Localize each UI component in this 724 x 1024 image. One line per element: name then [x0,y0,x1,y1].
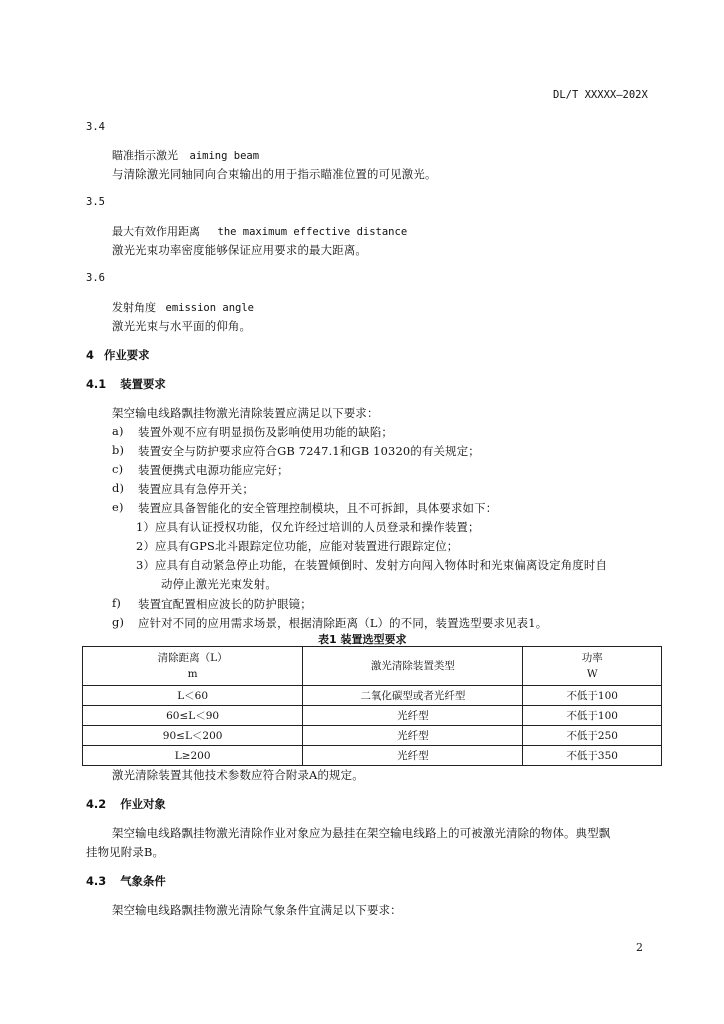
term-emission-angle [112,299,254,315]
list-item [112,462,289,477]
table-row [83,706,662,726]
section-heading-4-1 [86,376,166,392]
header-type: 激光清除装置类型 [303,647,523,686]
table-cell: 光纤型 [303,746,523,766]
header-power [523,647,662,686]
table-row [83,726,662,746]
section-title: 装置要求 [120,377,166,391]
table-header-row [83,647,662,686]
section-number: 4.2 [86,797,107,811]
paragraph-4-2-line2: 挂物见附录B。 [86,845,165,859]
list-text: 装置安全与防护要求应符合GB 7247.1和GB 10320的有关规定； [138,444,480,458]
clause-number-3-6: 3.6 [86,272,105,284]
term-aiming-beam [112,147,259,163]
list-marker: b) [112,443,125,457]
sub-list-item: 1）应具有认证授权功能，仅允许经过培训的人员登录和操作装置； [136,520,480,534]
header-distance [83,647,303,686]
definition-3-5: 激光光束功率密度能够保证应用要求的最大距离。 [112,243,367,257]
list-marker: g) [112,615,125,629]
sub-list-item-continuation: 动停止激光光束发射。 [161,577,277,591]
list-item [112,424,393,439]
table-cell: 不低于350 [523,746,662,766]
standard-code-header: DL/T XXXXX—202X [553,89,648,101]
chapter-number: 4 [86,348,94,362]
term-en: emission angle [165,302,255,314]
section-title: 气象条件 [120,874,166,888]
table-cell: 光纤型 [303,706,523,726]
term-en: aiming beam [189,150,260,162]
table-cell: 不低于250 [523,726,662,746]
table-cell: 二氧化碳型或者光纤型 [303,686,523,706]
paragraph-4-2-line1: 架空输电线路飘挂物激光清除作业对象应为悬挂在架空输电线路上的可被激光清除的物体。典型飘 [112,826,611,840]
table-cell: 不低于100 [523,686,662,706]
section-heading-4-3 [86,873,166,889]
header-unit: W [586,668,598,680]
list-item [112,596,312,611]
section-number: 4.3 [86,874,107,888]
list-text: 装置应具备智能化的安全管理控制模块，且不可拆卸，具体要求如下： [138,501,498,515]
clause-number-3-5: 3.5 [86,196,105,208]
sub-list-item: 3）应具有自动紧急停止功能，在装置倾倒时、发射方向闯入物体时和光束偏离设定角度时自 [136,558,608,572]
list-marker: c) [112,462,124,476]
term-cn: 发射角度 [112,301,156,314]
chapter-title: 作业要求 [103,348,150,362]
term-en: the maximum effective distance [217,226,408,238]
list-marker: a) [112,424,124,438]
list-item [112,615,548,630]
table-row [83,686,662,706]
paragraph-4-3-line1: 架空输电线路飘挂物激光清除气象条件宜满足以下要求： [112,903,402,917]
table-cell: 不低于100 [523,706,662,726]
list-marker: d) [112,481,125,495]
section-number: 4.1 [86,377,107,391]
list-text: 装置外观不应有明显损伤及影响使用功能的缺陷； [138,425,393,439]
list-text: 应针对不同的应用需求场景，根据清除距离（L）的不同，装置选型要求见表1。 [138,616,548,630]
table-caption: 表1 装置选型要求 [318,633,407,646]
header-text: 清除距离（L） [157,652,228,664]
term-max-effective-distance [112,223,407,239]
sub-list-item: 2）应具有GPS北斗跟踪定位功能，应能对装置进行跟踪定位； [136,539,459,553]
table-cell: L≥200 [83,746,303,766]
section-heading-4-2 [86,796,166,812]
definition-3-6: 激光光束与水平面的仰角。 [112,319,252,333]
clause-number-3-4: 3.4 [86,121,105,133]
table-row [83,746,662,766]
list-text: 装置宜配置相应波长的防护眼镜； [138,597,312,611]
equipment-selection-table [82,646,662,766]
list-marker: f) [112,596,122,610]
paragraph-4-1-intro: 架空输电线路飘挂物激光清除装置应满足以下要求： [112,406,379,420]
list-item [112,500,498,515]
definition-3-4: 与清除激光同轴同向合束输出的用于指示瞄准位置的可见激光。 [112,167,437,181]
header-unit: m [187,668,198,680]
list-item [112,481,254,496]
list-marker: e) [112,500,124,514]
chapter-heading-4 [86,347,150,363]
table-cell: 光纤型 [303,726,523,746]
list-text: 装置应具有急停开关； [138,482,254,496]
header-text: 功率 [581,652,603,664]
term-cn: 最大有效作用距离 [112,225,200,238]
section-title: 作业对象 [120,797,166,811]
table-cell: L＜60 [83,686,303,706]
page-number: 2 [636,941,643,954]
list-item [112,443,480,458]
list-text: 装置便携式电源功能应完好； [138,463,289,477]
paragraph-after-table: 激光清除装置其他技术参数应符合附录A的规定。 [112,768,364,782]
term-cn: 瞄准指示激光 [112,149,178,162]
table-cell: 60≤L＜90 [83,706,303,726]
table-cell: 90≤L＜200 [83,726,303,746]
